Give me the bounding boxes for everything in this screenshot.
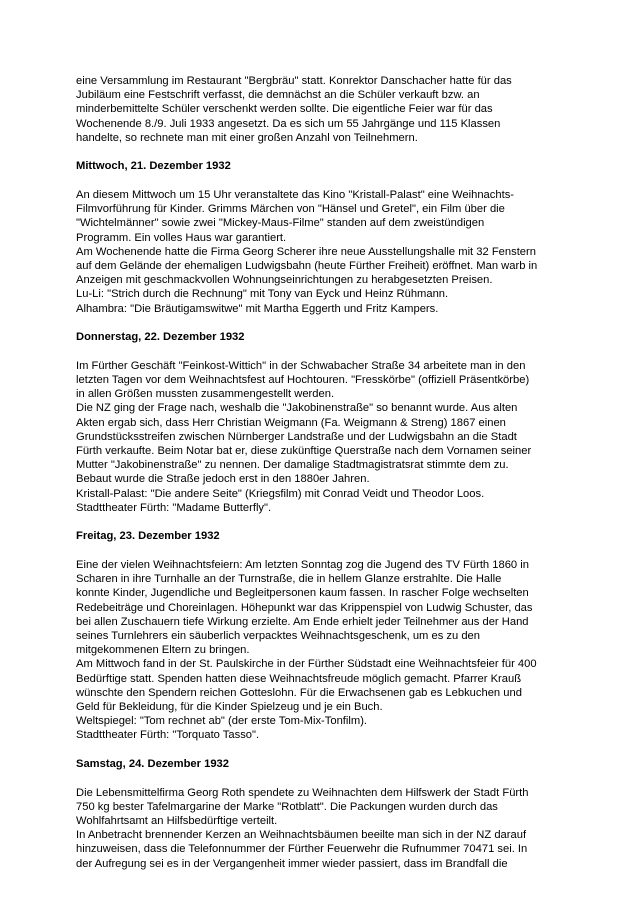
section-heading: Mittwoch, 21. Dezember 1932 bbox=[76, 160, 231, 173]
text-line: Alhambra: "Die Bräutigamswitwe" mit Martha Eggerth und Fritz Kampers. bbox=[76, 302, 439, 315]
text-line: Eine der vielen Weihnachtsfeiern: Am letzten Sonntag zog die Jugend des TV Fürth 1860 in bbox=[76, 559, 529, 572]
text-line: handelte, so rechnete man mit einer großen Anzahl von Teilnehmern. bbox=[76, 131, 418, 144]
text-line: Jubiläum eine Festschrift verfasst, die demnächst an die Schüler verkauft bzw. an bbox=[76, 89, 480, 102]
paragraph bbox=[76, 188, 576, 316]
text-line: wünschte den Spendern reichen Gotteslohn. Für die Erwachsenen gab es Lebkuchen und bbox=[76, 686, 522, 699]
text-line: In Anbetracht brennender Kerzen an Weihnachtsbäumen beeilte man sich in der NZ darauf bbox=[76, 829, 527, 842]
text-line: in allen Größen mussten zusammengestellt werden. bbox=[76, 388, 335, 401]
section-gap bbox=[76, 743, 576, 757]
text-line: seines Turnlehrers ein säuberlich verpacktes Weihnachtsgeschenk, um es zu den bbox=[76, 630, 481, 643]
section-gap bbox=[76, 145, 576, 159]
text-line: auf dem Gelände der ehemaligen Ludwigsbahn (heute Fürther Freiheit) eröffnet. Man warb in bbox=[76, 260, 538, 273]
paragraph bbox=[76, 786, 576, 871]
section-heading: Donnerstag, 22. Dezember 1932 bbox=[76, 331, 245, 344]
text-line: bei allen Zuschauern tiefe Wirkung erzielte. Am Ende erhielt jeder Teilnehmer aus der Hand bbox=[76, 615, 529, 628]
text-line: eine Versammlung im Restaurant "Bergbräu" statt. Konrektor Danschacher hatte für das bbox=[76, 75, 512, 87]
text-line: konnte Kinder, Jugendliche und Begleitpersonen kaum fassen. In rascher Folge wechselten bbox=[76, 587, 529, 600]
text-line: An diesem Mittwoch um 15 Uhr veranstaltete das Kino "Kristall-Palast" eine Weihnachts- bbox=[76, 189, 515, 201]
section-heading: Freitag, 23. Dezember 1932 bbox=[76, 530, 220, 543]
section-gap bbox=[76, 515, 576, 529]
text-line: Filmvorführung für Kinder. Grimms Märchen von "Hänsel und Gretel", ein Film über die bbox=[76, 203, 505, 216]
text-line: Wohlfahrtsamt an Hilfsbedürftige verteilt. bbox=[76, 815, 278, 828]
section-gap bbox=[76, 316, 576, 330]
paragraph bbox=[76, 74, 576, 145]
text-line: Bebaut wurde die Straße jedoch erst in den 1880er Jahren. bbox=[76, 473, 370, 486]
text-line: Lu-Li: "Strich durch die Rechnung" mit Tony van Eyck und Heinz Rühmann. bbox=[76, 288, 449, 301]
heading-gap bbox=[76, 174, 576, 188]
heading-gap bbox=[76, 344, 576, 358]
text-line: Weltspiegel: "Tom rechnet ab" (der erste Tom-Mix-Tonfilm). bbox=[76, 715, 368, 728]
text-line: Wochenende 8./9. Juli 1933 angesetzt. Da es sich um 55 Jahrgänge und 115 Klassen bbox=[76, 117, 501, 130]
text-line: Die Lebensmittelfirma Georg Roth spendete zu Weihnachten dem Hilfswerk der Stadt Fürth bbox=[76, 786, 529, 799]
text-line: Fürth verkaufte. Beim Notar bat er, diese zukünftige Querstraße nach dem Vornamen seiner bbox=[76, 445, 532, 458]
heading-gap bbox=[76, 544, 576, 558]
paragraph bbox=[76, 359, 576, 515]
text-line: mitgekommenen Eltern zu bringen. bbox=[76, 644, 250, 657]
text-line: "Wichtelmänner" sowie zwei "Mickey-Maus-Filme" standen auf dem zweistündigen bbox=[76, 217, 485, 230]
text-line: Grundstücksstreifen zwischen Nürnberger Landstraße und der Ludwigsbahn an die Stadt bbox=[76, 430, 517, 443]
text-line: Am Mittwoch fand in der St. Paulskirche in der Fürther Südstadt eine Weihnachtsfeier für 400 bbox=[76, 658, 537, 671]
text-line: Stadttheater Fürth: "Torquato Tasso". bbox=[76, 729, 260, 742]
text-line: letzten Tagen vor dem Weihnachtsfest auf Hochtouren. "Fresskörbe" (offiziell Präsentkörbe) bbox=[76, 374, 530, 387]
text-line: Stadttheater Fürth: "Madame Butterfly". bbox=[76, 501, 272, 514]
text-line: Akten ergab sich, dass Herr Christian Weigmann (Fa. Weigmann & Streng) 1867 einen bbox=[76, 416, 506, 429]
text-line: Redebeiträge und Choreinlagen. Höhepunkt war das Krippenspiel von Ludwig Schuster, das bbox=[76, 601, 533, 614]
section-heading: Samstag, 24. Dezember 1932 bbox=[76, 758, 229, 771]
text-line: Mutter "Jakobinenstraße" zu nennen. Der damalige Stadtmagistratsrat stimmte dem zu. bbox=[76, 459, 509, 472]
text-line: Im Fürther Geschäft "Feinkost-Wittich" in der Schwabacher Straße 34 arbeitete man in den bbox=[76, 359, 526, 372]
text-line: der Aufregung sei es in der Vergangenheit immer wieder passiert, dass im Brandfall die bbox=[76, 857, 508, 870]
text-line: Am Wochenende hatte die Firma Georg Scherer ihre neue Ausstellungshalle mit 32 Fenstern bbox=[76, 245, 536, 258]
text-line: Geld für Bekleidung, für die Kinder Spielzeug und je ein Buch. bbox=[76, 701, 383, 714]
text-line: 750 kg bester Tafelmargarine der Marke "Rotblatt". Die Packungen wurden durch das bbox=[76, 800, 498, 813]
document-page bbox=[76, 74, 576, 871]
text-line: Die NZ ging der Frage nach, weshalb die "Jakobinenstraße" so benannt wurde. Aus alten bbox=[76, 402, 518, 415]
text-line: hinzuweisen, dass die Telefonnummer der Fürther Feuerwehr die Rufnummer 70471 sei. In bbox=[76, 843, 528, 856]
text-line: Kristall-Palast: "Die andere Seite" (Kriegsfilm) mit Conrad Veidt und Theodor Loos. bbox=[76, 487, 485, 500]
text-line: minderbemittelte Schüler verschenkt werden sollte. Die eigentliche Feier war für das bbox=[76, 103, 493, 116]
heading-gap bbox=[76, 771, 576, 785]
text-line: Anzeigen mit geschmackvollen Wohnungseinrichtungen zu herabgesetzten Preisen. bbox=[76, 274, 493, 287]
paragraph bbox=[76, 558, 576, 743]
text-line: Programm. Ein volles Haus war garantiert. bbox=[76, 231, 287, 244]
text-line: Scharen in ihre Turnhalle an der Turnstraße, die in hellem Glanze erstrahlte. Die Halle bbox=[76, 573, 502, 586]
text-line: Bedürftige statt. Spenden hatten diese Weihnachtsfreude möglich gemacht. Pfarrer Krauß bbox=[76, 672, 522, 685]
